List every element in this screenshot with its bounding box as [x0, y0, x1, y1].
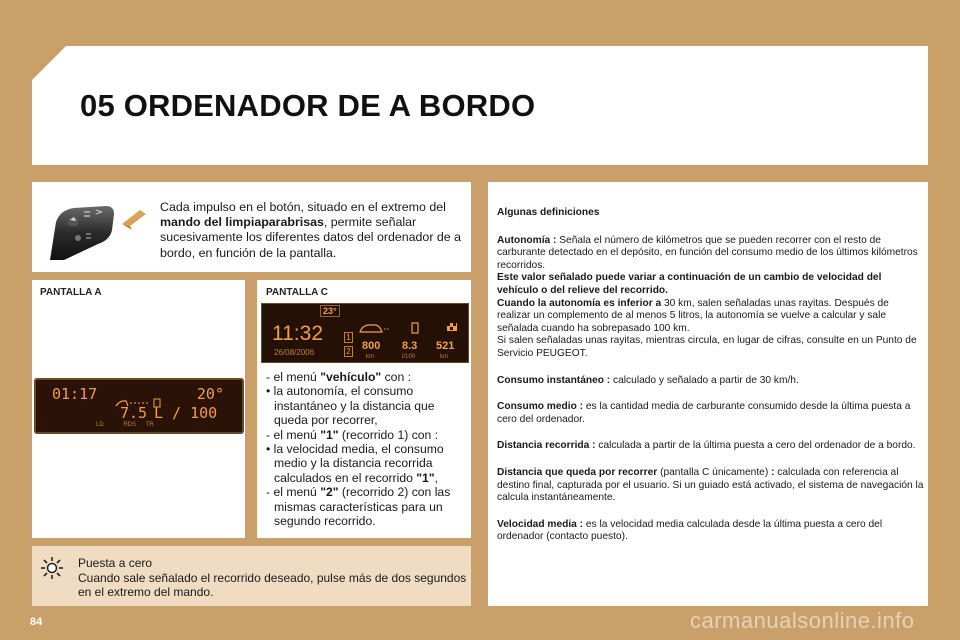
pantalla-c-label: PANTALLA C: [266, 287, 329, 298]
definition-consumo-instantaneo: Consumo instantáneo : calculado y señalado a partir de 30 km/h.: [497, 374, 799, 386]
menu-line: - el menú "2" (recorrido 2) con las: [266, 485, 451, 500]
display-a-rds: RDS: [123, 422, 137, 428]
menu-line: • la autonomía, el consumo: [266, 384, 414, 399]
definition-velocidad-media: Velocidad media : es la velocidad media calculada desde la última puesta a cero del ordenador (contacto puesto).: [497, 518, 883, 543]
display-c-value-2: 8.3: [402, 340, 418, 352]
menu-line: medio y la distancia recorrida: [274, 456, 433, 471]
page-title: 05 ORDENADOR DE A BORDO: [80, 88, 536, 123]
display-a: [34, 378, 244, 434]
intro-bold: mando del limpiaparabrisas: [160, 215, 324, 230]
display-a-ld: LD: [96, 422, 104, 428]
menu-line: - el menú "vehículo" con :: [266, 370, 412, 384]
display-c-unit-3: km: [440, 354, 448, 360]
flag-icon: [446, 322, 458, 334]
wiper-stalk-illustration: [44, 200, 154, 262]
definition-distancia-restante: Distancia que queda por recorrer (pantalla C únicamente) : calculada con referencia al destino final, capturada por el usuario. Si un guiado está activado, el sistema de navegación la calcula instantáneamente.: [497, 466, 924, 504]
sun-icon: [40, 556, 64, 580]
car-icon: [358, 322, 398, 334]
display-c-unit-1: km: [366, 354, 374, 360]
display-c-unit-2: l/100: [402, 354, 416, 360]
display-a-tr: TR: [145, 422, 154, 428]
definition-autonomia: Autonomía : Señala el número de kilómetros que se pueden recorrer con el resto de carburante detectado en el depósito, en función del consumo medio de los últimos kilómetros recorridos. Este valor señalado puede variar a continuación de un cambio de velocidad del vehículo o del relieve del recorrido. Cuando la autonomía es inferior a 30 km, salen señaladas unas rayitas. Después de realizar un complemento de al menos 5 litros, la autonomía se vuelve a calcular y sale señalada cuando ha sobrepasado 100 km. Si salen señaladas unas rayitas, mientras circula, en lugar de cifras, consulte en un Punto de Servicio PEUGEOT.: [497, 234, 918, 359]
intro-text: Cada impulso en el botón, situado en el extremo del mando del limpiaparabrisas, permite señalar sucesivamente los diferentes datos del ordenador de a bordo, en función de la pantalla.: [160, 200, 462, 260]
display-c-date: 26/08/2006: [274, 348, 315, 357]
header-corner-cut: [32, 46, 66, 80]
reset-description: Cuando sale señalado el recorrido deseado, pulse más de dos segundos en el extremo del mando.: [78, 570, 467, 599]
menu-line: queda por recorrer,: [274, 413, 378, 428]
display-a-time: 01:17: [52, 385, 98, 403]
reset-text: [78, 556, 468, 600]
menu-line: mismas características para un: [274, 499, 443, 514]
watermark: carmanualsonline.info: [690, 608, 915, 633]
display-a-temp: 20°: [196, 385, 224, 403]
arrow-icon: [122, 210, 146, 226]
display-a-consumption: 7.5: [120, 404, 148, 422]
reset-title: Puesta a cero: [78, 556, 153, 570]
display-c: [261, 303, 469, 363]
display-c-tab-1: 1: [344, 332, 353, 343]
definitions: [497, 207, 925, 558]
pantalla-a-label: PANTALLA A: [40, 287, 102, 298]
display-a-unit: L / 100: [154, 404, 218, 422]
page-number: 84: [30, 616, 43, 628]
menu-line: instantáneo y la distancia que: [274, 398, 435, 413]
menu-line: calculados en el recorrido "1",: [274, 470, 438, 485]
fuel-icon: [410, 322, 422, 334]
display-c-tab-2: 2: [344, 346, 353, 357]
pantalla-c-menu-list: [266, 370, 466, 528]
definition-consumo-medio: Consumo medio : es la cantidad media de carburante consumido desde la última puesta a cero del ordenador.: [497, 401, 911, 425]
display-c-value-1: 800: [362, 340, 381, 352]
definitions-heading: Algunas definiciones: [497, 207, 600, 218]
display-c-value-3: 521: [436, 340, 455, 352]
definition-distancia-recorrida: Distancia recorrida : calculada a partir de la última puesta a cero del ordenador de a bordo.: [497, 440, 916, 452]
menu-line: - el menú "1" (recorrido 1) con :: [266, 427, 439, 442]
display-c-temp: 23°: [320, 305, 340, 317]
menu-line: segundo recorrido.: [274, 514, 376, 529]
display-c-time: 11:32: [272, 322, 323, 345]
menu-line: • la velocidad media, el consumo: [266, 442, 444, 457]
